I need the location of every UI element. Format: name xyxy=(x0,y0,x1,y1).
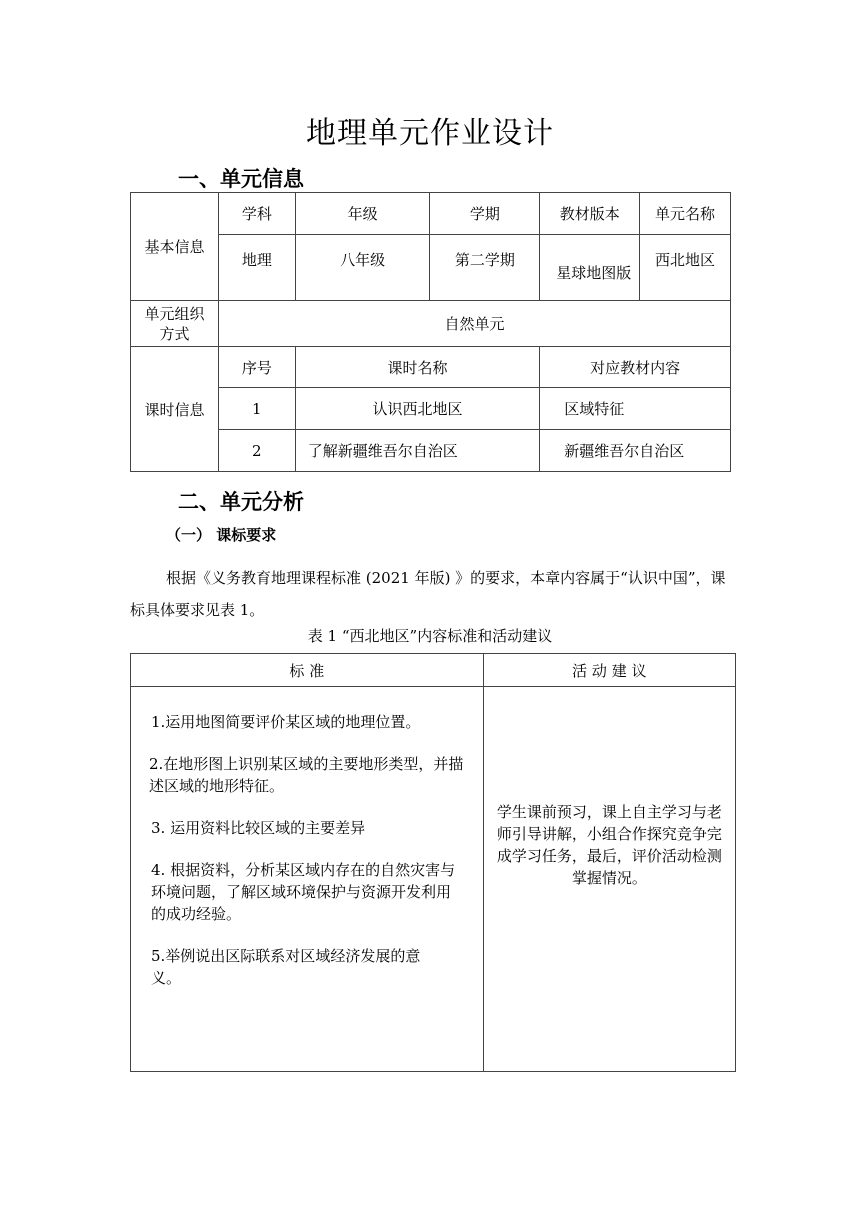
value-grade: 八年级 xyxy=(295,235,430,301)
lesson-no: 2 xyxy=(218,430,295,472)
lesson-content: 新疆维吾尔自治区 xyxy=(540,430,731,472)
standard-item: 5.举例说出区际联系对区域经济发展的意义。 xyxy=(151,947,421,987)
header-grade: 年级 xyxy=(295,193,430,235)
unit-info-table xyxy=(130,192,731,472)
table-row xyxy=(131,430,731,472)
header-textbook: 教材版本 xyxy=(540,193,640,235)
section-heading-unit-info: 一、单元信息 xyxy=(178,167,304,191)
header-subject: 学科 xyxy=(218,193,295,235)
table-caption: 表 1 “西北地区”内容标准和活动建议 xyxy=(307,627,553,645)
section-heading-unit-analysis: 二、单元分析 xyxy=(178,490,304,514)
activity-suggestion: 学生课前预习，课上自主学习与老师引导讲解，小组合作探究竞争完成学习任务，最后，评价活动检测掌握情况。 xyxy=(483,687,735,1072)
value-unit-name: 西北地区 xyxy=(640,235,731,301)
lesson-name: 了解新疆维吾尔自治区 xyxy=(295,430,540,472)
lesson-header-name: 课时名称 xyxy=(295,347,540,388)
curriculum-paragraph: 根据《义务教育地理课程标准 (2021 年版) 》的要求，本章内容属于“认识中国”，课标具体要求见表 1。 xyxy=(130,569,726,619)
header-unit-name: 单元名称 xyxy=(640,193,731,235)
table-row xyxy=(131,388,731,430)
value-subject: 地理 xyxy=(218,235,295,301)
org-value: 自然单元 xyxy=(218,301,730,347)
lesson-content: 区域特征 xyxy=(540,388,731,430)
lesson-no: 1 xyxy=(218,388,295,430)
standard-item: 4. 根据资料，分析某区域内存在的自然灾害与环境问题，了解区域环境保护与资源开发利用的成功经验。 xyxy=(151,861,456,923)
standards-cell xyxy=(131,687,484,1072)
header-activity: 活 动 建 议 xyxy=(483,654,735,687)
lesson-header-content: 对应教材内容 xyxy=(540,347,731,388)
org-label: 单元组织方式 xyxy=(131,301,219,347)
page-title: 地理单元作业设计 xyxy=(306,116,554,151)
value-term: 第二学期 xyxy=(430,235,540,301)
header-standard: 标 准 xyxy=(131,654,484,687)
value-textbook: 星球地图版 xyxy=(540,235,640,301)
standard-item: 2.在地形图上识别某区域的主要地形类型，并描述区域的地形特征。 xyxy=(149,755,464,795)
lesson-header-no: 序号 xyxy=(218,347,295,388)
standard-item: 1.运用地图简要评价某区域的地理位置。 xyxy=(151,713,421,731)
standard-item: 3. 运用资料比较区域的主要差异 xyxy=(151,819,366,837)
header-term: 学期 xyxy=(430,193,540,235)
lesson-info-label: 课时信息 xyxy=(131,347,219,472)
lesson-name: 认识西北地区 xyxy=(295,388,540,430)
basic-info-label: 基本信息 xyxy=(131,193,219,301)
subheading-curriculum: （一） 课标要求 xyxy=(166,526,277,544)
standards-table xyxy=(130,653,736,1072)
